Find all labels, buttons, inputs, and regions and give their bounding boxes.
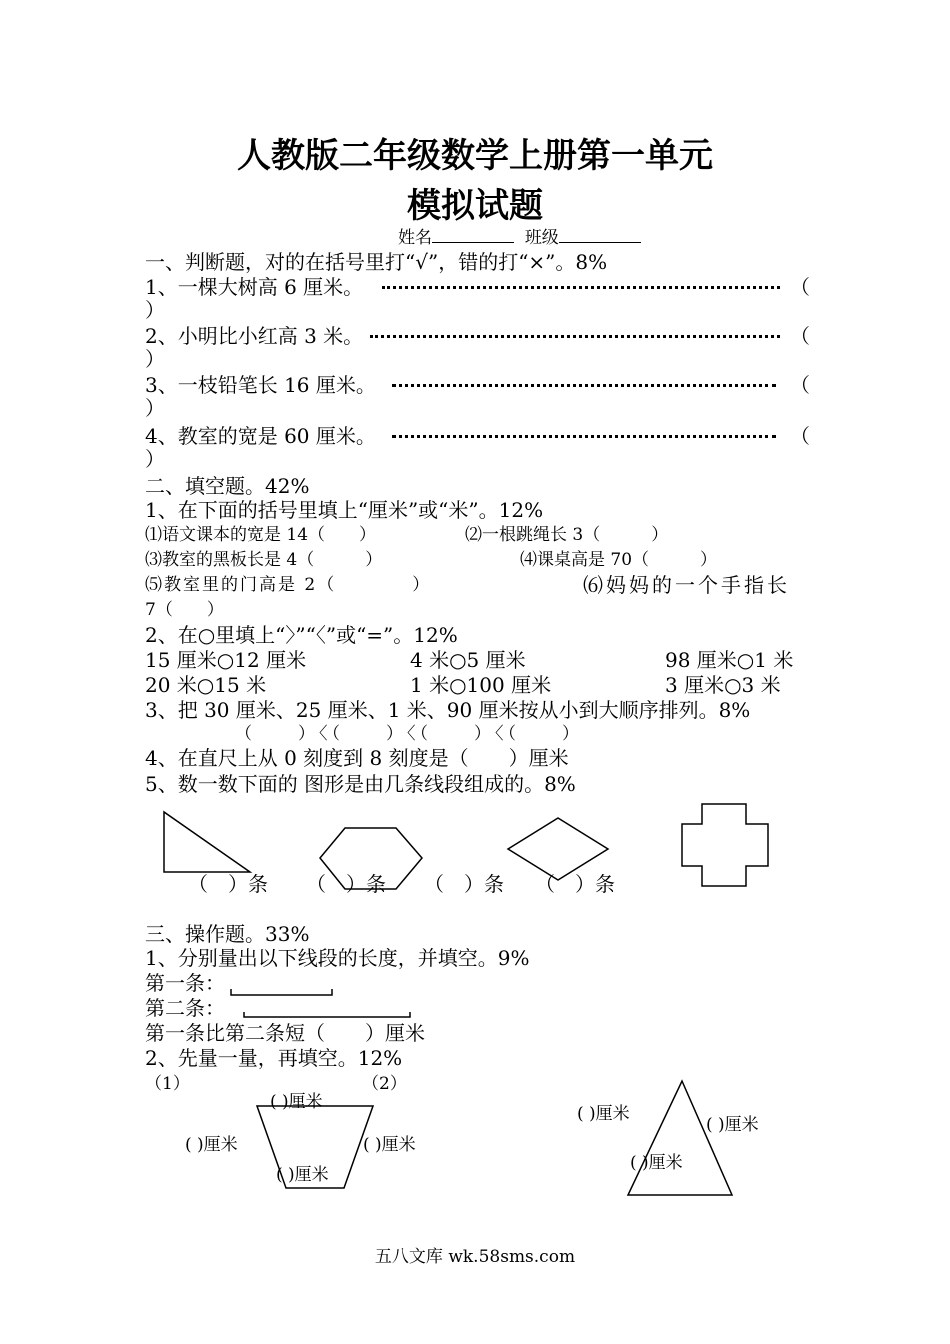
fill-q5-title: 5、数一数下面的 图形是由几条线段组成的。8% <box>145 772 576 796</box>
fill-q2-title: 2、在○里填上“〉”“〈”或“=”。12% <box>145 623 458 647</box>
figure-label-1: （1） <box>145 1074 190 1094</box>
figure-label-2: （2） <box>362 1074 407 1094</box>
measure-q1-title: 1、分别量出以下线段的长度，并填空。9% <box>145 946 530 970</box>
compare-item-3[interactable]: 98 厘米○1 米 <box>665 648 794 672</box>
trapezoid-left-answer[interactable]: ( )厘米 <box>185 1135 238 1155</box>
fill-q1-item-1[interactable]: ⑴语文课本的宽是 14（ ） <box>145 525 377 545</box>
segment-count-4[interactable]: （ ）条 <box>535 872 615 896</box>
compare-answer[interactable]: 第一条比第二条短（ ）厘米 <box>145 1021 425 1045</box>
compare-item-5[interactable]: 1 米○100 厘米 <box>410 673 552 697</box>
fill-q1-item-4[interactable]: ⑷课桌高是 70（ ） <box>520 550 718 570</box>
judge-bracket-open[interactable]: （ <box>790 275 810 299</box>
cross-figure <box>682 804 768 886</box>
triangle-figure <box>164 812 250 872</box>
compare-item-2[interactable]: 4 米○5 厘米 <box>410 648 526 672</box>
trapezoid-bottom-answer[interactable]: ( )厘米 <box>276 1165 329 1185</box>
compare-item-4[interactable]: 20 米○15 米 <box>145 673 267 697</box>
compare-item-6[interactable]: 3 厘米○3 米 <box>665 673 781 697</box>
second-segment-label: 第二条： <box>145 996 225 1020</box>
judge-bracket-open[interactable]: （ <box>790 373 810 397</box>
fill-q1-title: 1、在下面的括号里填上“厘米”或“米”。12% <box>145 498 544 522</box>
second-segment <box>240 1008 415 1020</box>
page-subtitle: 模拟试题 <box>407 186 543 226</box>
first-segment <box>228 985 338 997</box>
fill-q3-title: 3、把 30 厘米、25 厘米、1 米、90 厘米按从小到大顺序排列。8% <box>145 698 751 722</box>
class-label: 班级 <box>524 228 559 248</box>
judge-item-2: 2、小明比小红高 3 米。 <box>145 324 364 348</box>
fill-q4: 4、在直尺上从 0 刻度到 8 刻度是（ ）厘米 <box>145 746 569 770</box>
judge-item-3: 3、一枝铅笔长 16 厘米。 <box>145 373 376 397</box>
triangle-bottom-answer[interactable]: ( )厘米 <box>630 1153 683 1173</box>
section2-heading: 二、填空题。42% <box>145 474 310 498</box>
triangle-right-answer[interactable]: ( )厘米 <box>706 1115 759 1135</box>
section1-heading: 一、判断题，对的在括号里打“√”，错的打“×”。8% <box>145 250 608 274</box>
judge-bracket-close: ） <box>145 298 165 322</box>
judge-bracket-close: ） <box>145 396 165 420</box>
judge-bracket-close: ） <box>145 447 165 471</box>
order-answer[interactable]: （ ）〈（ ）〈（ ）〈（ ） <box>235 724 583 744</box>
judge-bracket-open[interactable]: （ <box>790 424 810 448</box>
first-segment-label: 第一条： <box>145 971 225 995</box>
triangle-measure-figure <box>628 1081 732 1195</box>
trapezoid-right-answer[interactable]: ( )厘米 <box>363 1135 416 1155</box>
fill-q1-item-6-answer[interactable]: 7（ ） <box>145 600 224 620</box>
section3-heading: 三、操作题。33% <box>145 922 310 946</box>
measure-q2-title: 2、先量一量，再填空。12% <box>145 1046 403 1070</box>
judge-item-1: 1、一棵大树高 6 厘米。 <box>145 275 364 299</box>
fill-q1-item-5[interactable]: ⑸教室里的门高是 2（ ） <box>145 575 432 595</box>
footer-watermark: 五八文库 wk.58sms.com <box>374 1247 576 1267</box>
trapezoid-top-answer[interactable]: ( )厘米 <box>270 1092 323 1112</box>
fill-q1-item-2[interactable]: ⑵一根跳绳长 3（ ） <box>465 525 669 545</box>
page-title: 人教版二年级数学上册第一单元 <box>237 136 713 176</box>
segment-count-1[interactable]: （ ）条 <box>188 872 268 896</box>
name-label: 姓名 <box>398 228 432 248</box>
compare-item-1[interactable]: 15 厘米○12 厘米 <box>145 648 307 672</box>
segment-count-2[interactable]: （ ）条 <box>306 872 386 896</box>
fill-q1-item-6: ⑹妈妈的一个手指长 <box>583 573 790 597</box>
fill-q1-item-3[interactable]: ⑶教室的黑板长是 4（ ） <box>145 550 383 570</box>
judge-bracket-open[interactable]: （ <box>790 324 810 348</box>
segment-count-3[interactable]: （ ）条 <box>424 872 504 896</box>
judge-item-4: 4、教室的宽是 60 厘米。 <box>145 424 376 448</box>
judge-bracket-close: ） <box>145 347 165 371</box>
triangle-left-answer[interactable]: ( )厘米 <box>577 1104 630 1124</box>
rhombus-figure <box>508 818 608 880</box>
